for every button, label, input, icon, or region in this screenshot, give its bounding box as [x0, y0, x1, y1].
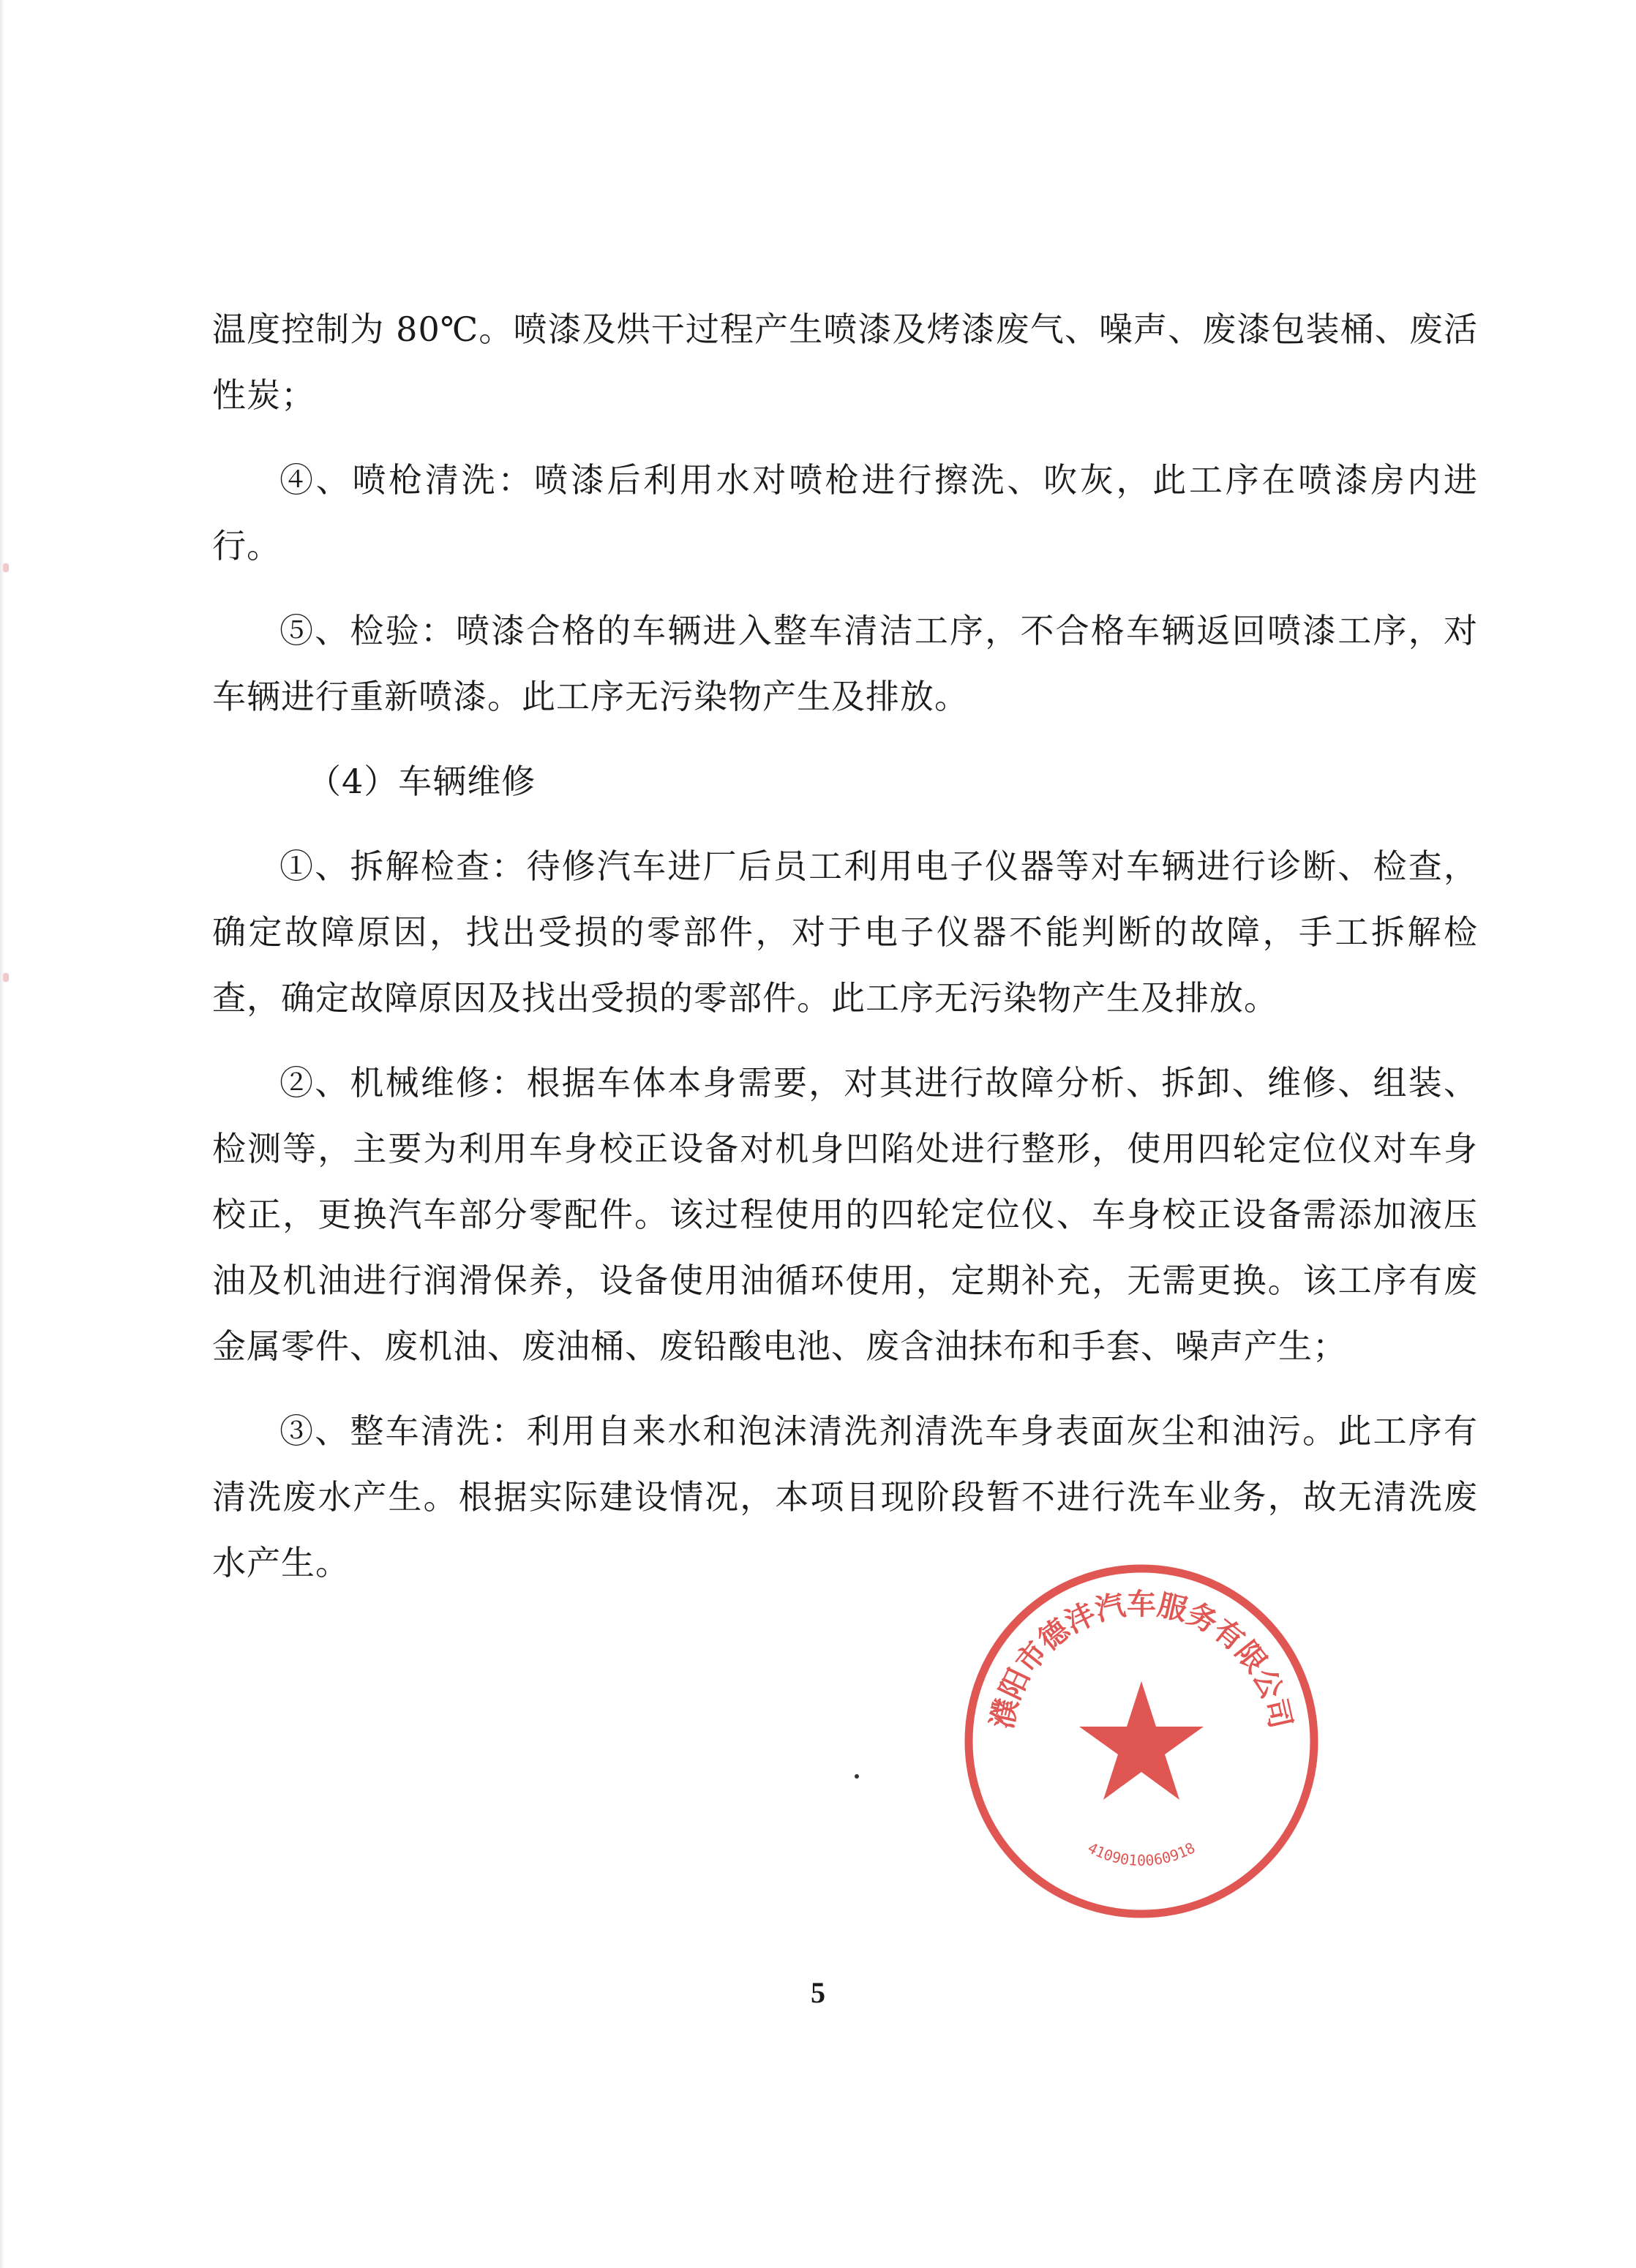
seal-code: 4109010060918	[1084, 1839, 1198, 1869]
page-body	[212, 296, 1478, 1615]
paragraph-temperature: 温度控制为 80℃。喷漆及烘干过程产生喷漆及烤漆废气、噪声、废漆包装桶、废活性炭；	[212, 309, 1478, 415]
paragraph-inspection: ⑤、检验：喷漆合格的车辆进入整车清洁工序，不合格车辆返回喷漆工序，对车辆进行重新喷漆。此工序无污染物产生及排放。	[212, 611, 1478, 716]
paragraph-spray-gun-cleaning: ④、喷枪清洗：喷漆后利用水对喷枪进行擦洗、吹灰，此工序在喷漆房内进行。	[212, 460, 1478, 566]
paragraph-vehicle-washing: ③、整车清洗：利用自来水和泡沫清洗剂清洗车身表面灰尘和油污。此工序有清洗废水产生。根据实际建设情况，本项目现阶段暂不进行洗车业务，故无清洗废水产生。	[212, 1411, 1478, 1582]
seal-outer-ring	[969, 1569, 1314, 1914]
paragraph-disassembly-check: ①、拆解检查：待修汽车进厂后员工利用电子仪器等对车辆进行诊断、检查，确定故障原因，找出受损的零部件，对于电子仪器不能判断的故障，手工拆解检查，确定故障原因及找出受损的零部件。此工序无污染物产生及排放。	[212, 846, 1478, 1018]
page-number: 5	[811, 1976, 825, 2009]
scan-artifact	[3, 973, 9, 982]
seal-company-name: 濮阳市德沣汽车服务有限公司	[985, 1588, 1298, 1732]
stray-dot	[855, 1774, 859, 1779]
section-heading: （4）车辆维修	[307, 762, 536, 801]
scan-artifact	[3, 563, 9, 572]
scan-edge	[0, 0, 4, 2268]
paragraph-mechanical-repair: ②、机械维修：根据车体本身需要，对其进行故障分析、拆卸、维修、组装、检测等，主要为利用车身校正设备对机身凹陷处进行整形，使用四轮定位仪对车身校正，更换汽车部分零配件。该过程使用的四轮定位仪、车身校正设备需添加液压油及机油进行润滑保养，设备使用油循环使用，定期补充，无需更换。该工序有废金属零件、废机油、废油桶、废铅酸电池、废含油抹布和手套、噪声产生；	[212, 1063, 1478, 1366]
star-icon	[1079, 1681, 1204, 1800]
